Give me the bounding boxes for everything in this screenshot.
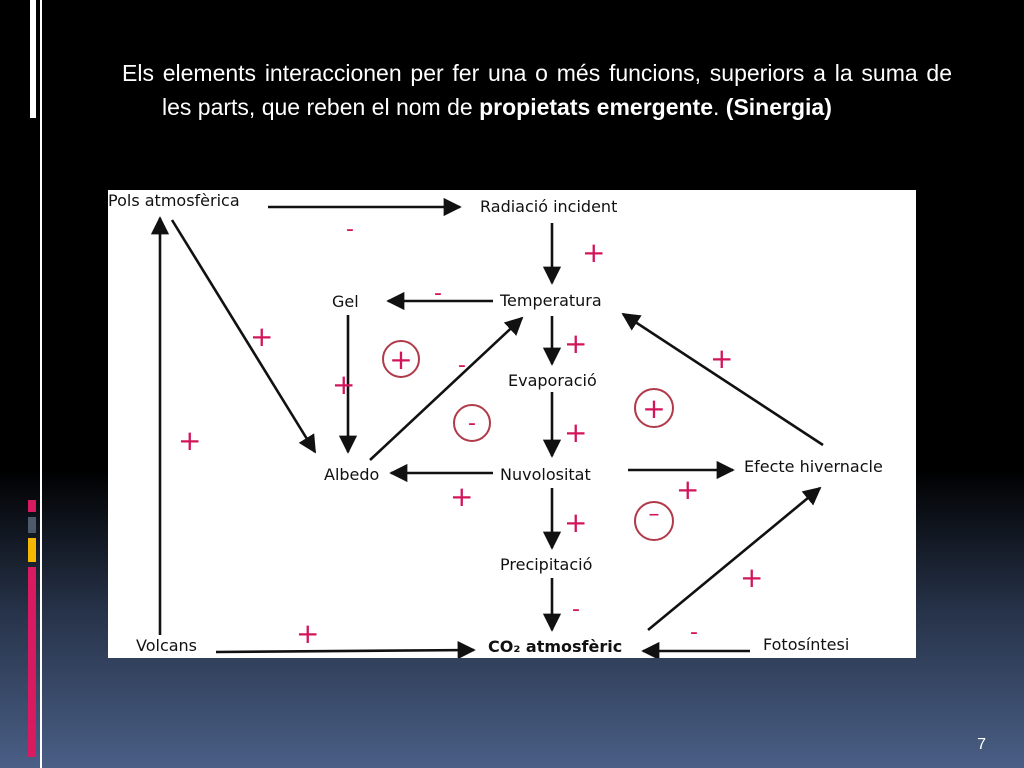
loop-sign-co2: – — [648, 502, 660, 527]
diagram-canvas — [108, 190, 916, 658]
loop-sign-nuvolositat-albedo: - — [468, 411, 476, 436]
feedback-diagram — [108, 190, 916, 658]
node-gel: Gel — [332, 292, 359, 311]
node-precipitacio: Precipitació — [500, 555, 593, 574]
sign-nuvolositat-precipitacio: + — [564, 506, 588, 539]
node-radiacio-incident: Radiació incident — [480, 197, 618, 216]
node-volcans: Volcans — [136, 636, 198, 655]
text-emphasis-synergy: (Sinergia) — [725, 94, 832, 120]
node-co2-atmosferic: CO₂ atmosfèric — [488, 637, 623, 656]
sign-gel-albedo: + — [332, 368, 356, 401]
node-nuvolositat: Nuvolositat — [500, 465, 591, 484]
loop-sign-gel-albedo: + — [389, 343, 413, 376]
edge-co2-efecte — [648, 488, 820, 630]
edge-pols-albedo — [172, 220, 315, 452]
deco-bar-slate — [28, 517, 36, 533]
text-intro: Els elements interaccionen per fer una o més funcions, superiors a la suma de les parts, que reben el nom de — [122, 60, 952, 120]
loop-sign-efecte-hivernacle: + — [642, 392, 666, 425]
sign-pols-albedo: + — [250, 320, 274, 353]
sign-temperatura-evaporacio: + — [564, 327, 588, 360]
node-efecte-hivernacle: Efecte hivernacle — [744, 457, 883, 476]
node-temperatura: Temperatura — [500, 291, 602, 310]
text-separator: . — [713, 94, 726, 120]
deco-bar-pink-bottom — [28, 567, 36, 757]
sign-radiacio-temperatura: + — [582, 236, 606, 269]
sign-volcans-pols: + — [178, 424, 202, 457]
page-number: 7 — [977, 736, 986, 753]
node-pols-atmosferica: Pols atmosfèrica — [108, 191, 240, 210]
sign-volcans-co2: + — [296, 617, 320, 650]
sign-pols-radiacio: - — [346, 217, 354, 242]
node-fotosintesi: Fotosíntesi — [763, 635, 850, 654]
sign-precipitacio-co2: - — [572, 597, 580, 622]
sign-albedo-temperatura: - — [458, 353, 466, 378]
sign-nuvolositat-efecte: + — [676, 473, 700, 506]
edge-volcans-co2 — [216, 650, 474, 652]
sign-temperatura-gel: - — [434, 281, 442, 306]
edge-albedo-temperatura — [370, 318, 522, 460]
node-albedo: Albedo — [324, 465, 380, 484]
slide-body-text — [122, 56, 952, 124]
edge-efecte-temperatura — [623, 314, 823, 445]
deco-bar-pink-top — [28, 500, 36, 512]
slide-paragraph — [122, 56, 952, 124]
deco-bar-white — [30, 0, 36, 118]
sign-co2-efecte: + — [740, 561, 764, 594]
sign-evaporacio-nuvolositat: + — [564, 416, 588, 449]
node-evaporacio: Evaporació — [508, 371, 597, 390]
sign-efecte-temperatura: + — [710, 342, 734, 375]
deco-bar-yellow — [28, 538, 36, 562]
sign-fotosintesi-co2: - — [690, 620, 698, 645]
sign-nuvolositat-albedo: + — [450, 480, 474, 513]
text-emphasis-emergent: propietats emergente — [479, 94, 713, 120]
left-divider-line — [40, 0, 42, 768]
